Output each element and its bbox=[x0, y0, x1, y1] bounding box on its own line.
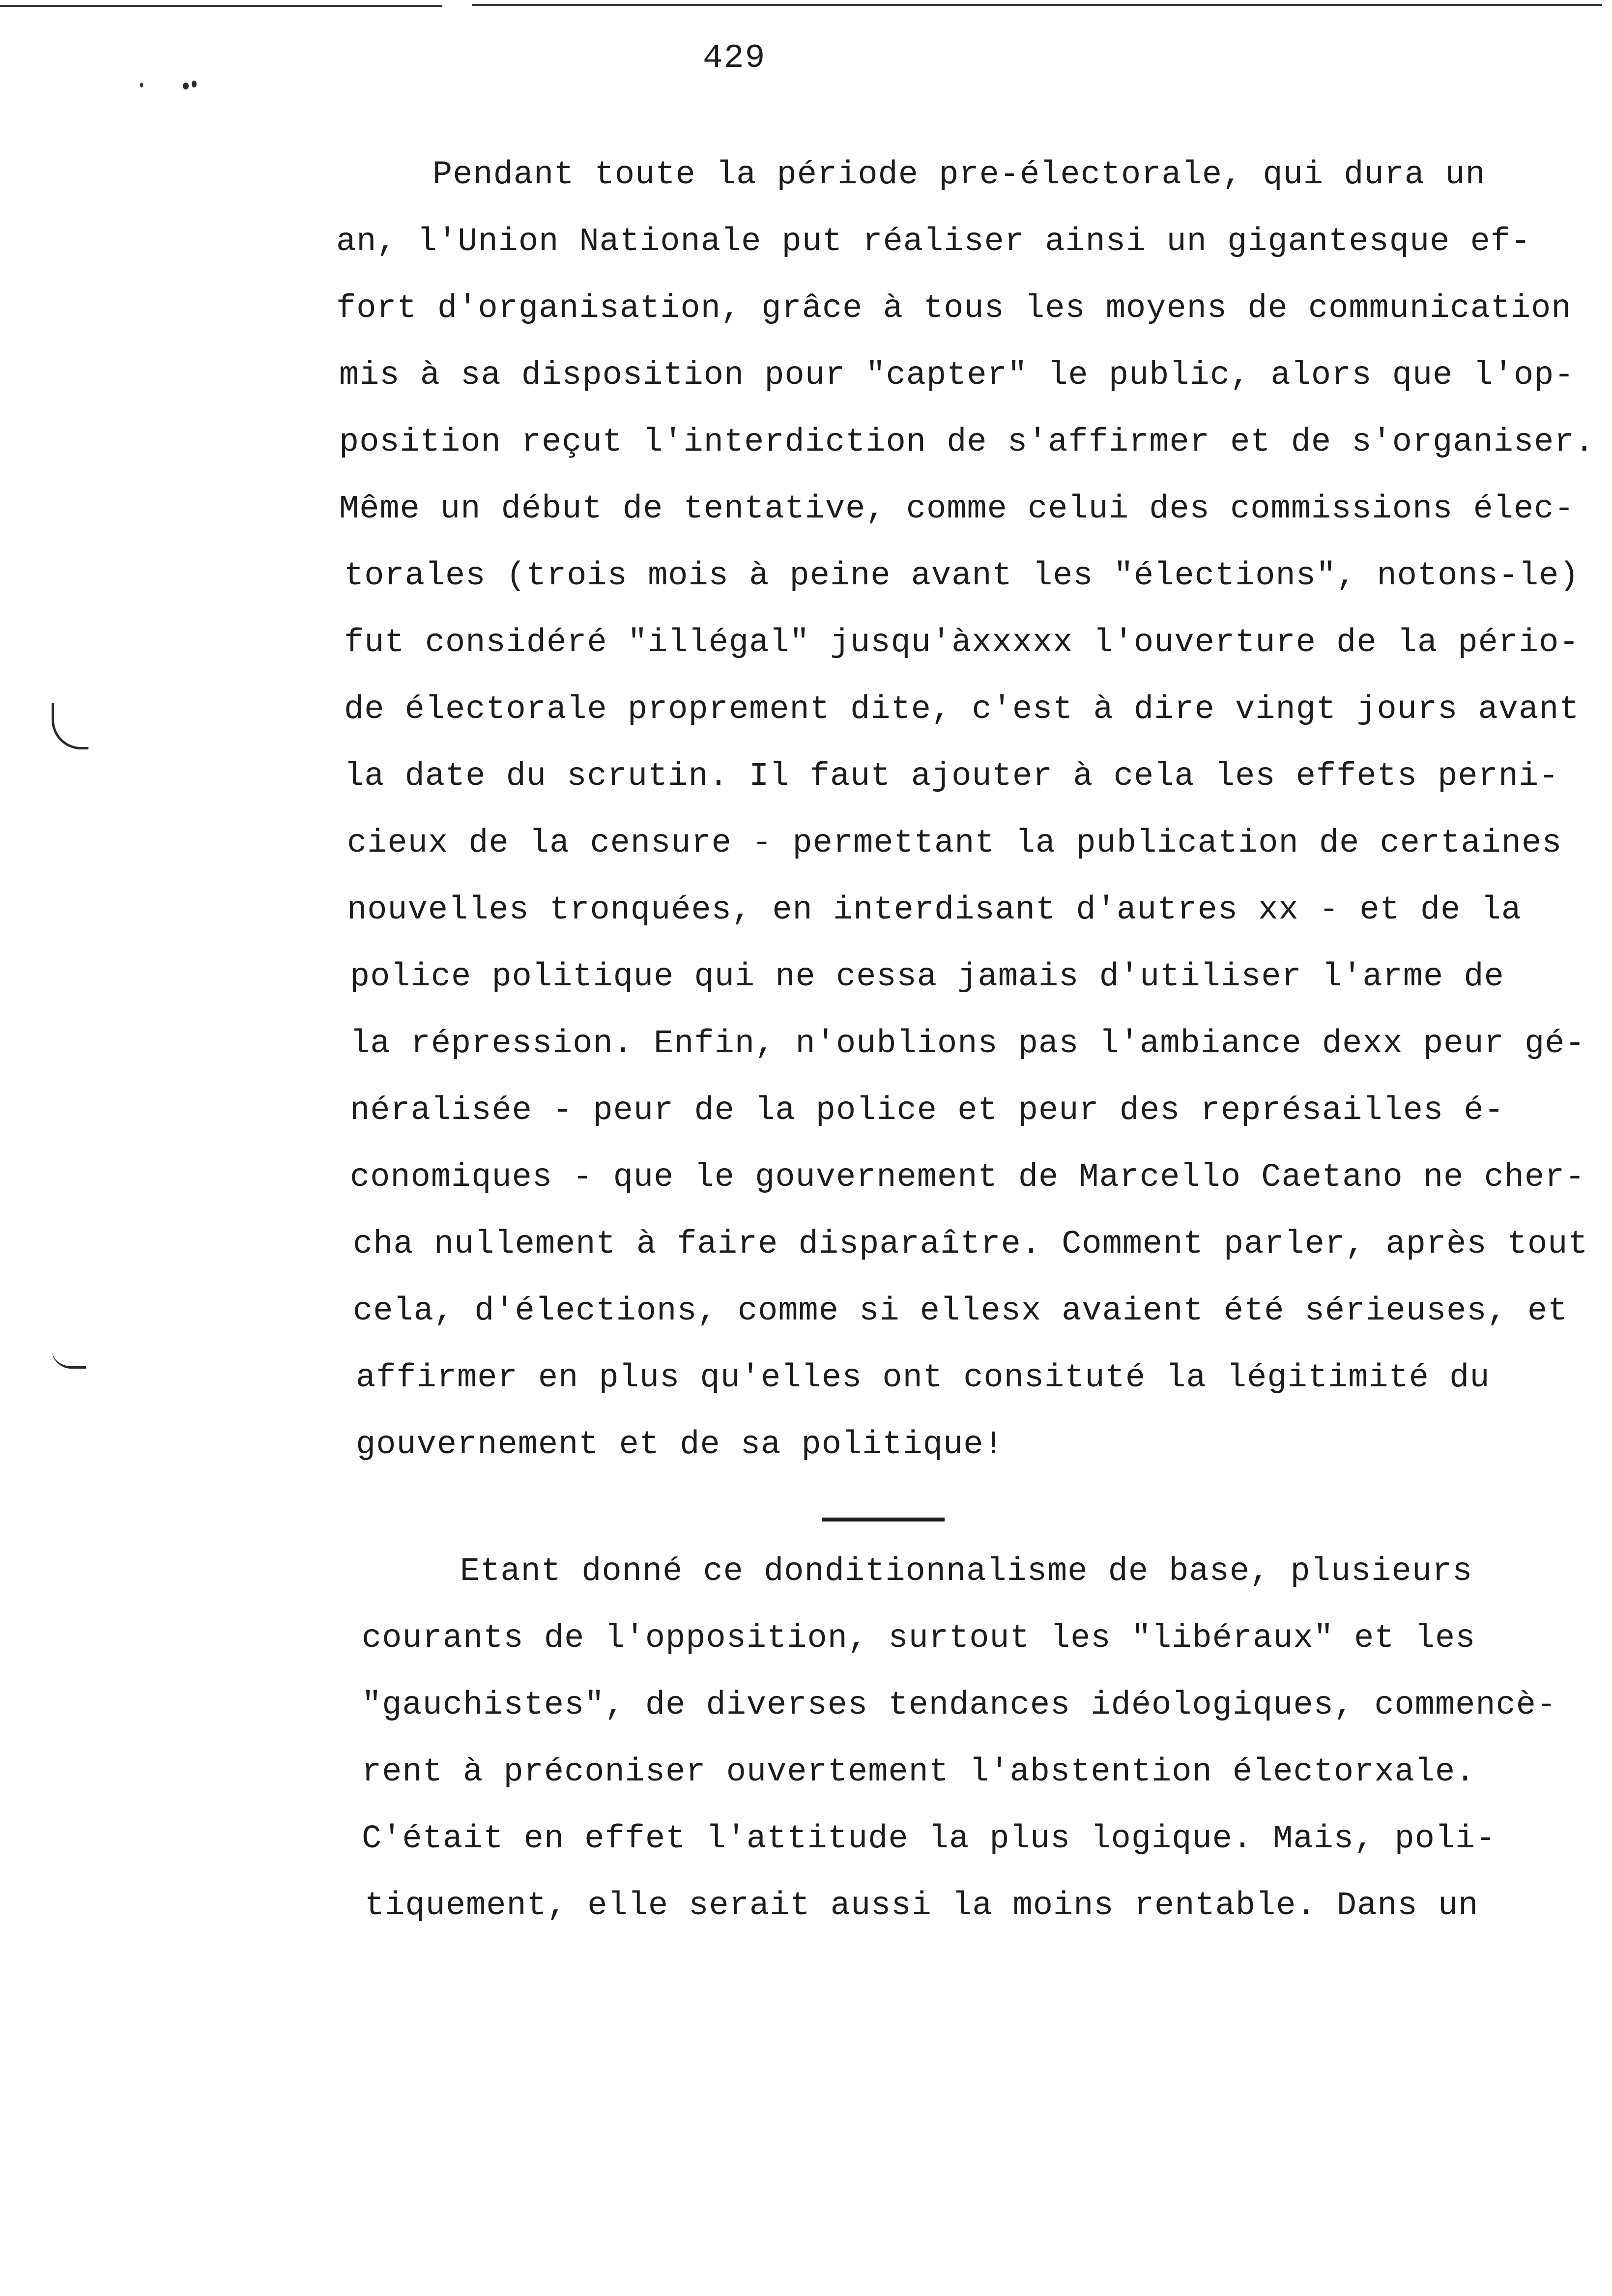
paragraph-1-line-14: la répression. Enfin, n'oublions pas l'ambiance dexx peur gé- bbox=[350, 1025, 1585, 1062]
paragraph-1-line-16: conomiques - que le gouvernement de Marcello Caetano ne cher- bbox=[350, 1159, 1585, 1196]
top-rule-right bbox=[472, 4, 1602, 6]
paragraph-1-line-12: nouvelles tronquées, en interdisant d'autres xx - et de la bbox=[347, 891, 1522, 929]
paragraph-1-line-11: cieux de la censure - permettant la publication de certaines bbox=[347, 825, 1562, 862]
paragraph-1-line-2: an, l'Union Nationale put réaliser ainsi un gigantesque ef- bbox=[336, 223, 1531, 260]
paragraph-2-line-3: "gauchistes", de diverses tendances idéologiques, commencè- bbox=[362, 1687, 1557, 1724]
paragraph-1-line-6: Même un début de tentative, comme celui des commissions élec- bbox=[339, 490, 1575, 528]
paragraph-1-line-10: la date du scrutin. Il faut ajouter à cela les effets perni- bbox=[344, 758, 1559, 795]
margin-bracket-top bbox=[52, 703, 88, 749]
paragraph-1-line-8: fut considéré "illégal" jusqu'àxxxxx l'ouverture de la pério- bbox=[344, 624, 1580, 661]
paragraph-1-line-19: affirmer en plus qu'elles ont consituté la légitimité du bbox=[356, 1359, 1490, 1397]
paragraph-1-line-7: torales (trois mois à peine avant les "élections", notons-le) bbox=[344, 557, 1580, 595]
paragraph-1-line-9: de électorale proprement dite, c'est à dire vingt jours avant bbox=[344, 691, 1580, 728]
paragraph-1-line-20: gouvernement et de sa politique! bbox=[356, 1426, 1004, 1464]
paragraph-1-line-13: police politique qui ne cessa jamais d'utiliser l'arme de bbox=[350, 958, 1504, 996]
paragraph-2-line-6: tiquement, elle serait aussi la moins rentable. Dans un bbox=[365, 1887, 1479, 1924]
section-separator bbox=[822, 1518, 945, 1521]
margin-bracket-bottom bbox=[52, 1337, 86, 1369]
paragraph-1-line-4: mis à sa disposition pour "capter" le public, alors que l'op- bbox=[339, 357, 1575, 394]
paragraph-1-line-1: Pendant toute la période pre-électorale, qui dura un bbox=[432, 156, 1486, 194]
paragraph-1-line-15: néralisée - peur de la police et peur des représailles é- bbox=[350, 1092, 1504, 1129]
paragraph-2-line-1: Etant donné ce donditionnalisme de base, plusieurs bbox=[460, 1553, 1473, 1590]
paragraph-2-line-5: C'était en effet l'attitude la plus logique. Mais, poli- bbox=[362, 1820, 1496, 1858]
margin-dot-small bbox=[140, 83, 143, 87]
paragraph-2-line-4: rent à préconiser ouvertement l'abstention électorxale. bbox=[362, 1753, 1476, 1791]
top-rule-left bbox=[0, 5, 442, 7]
margin-dot-right bbox=[192, 81, 197, 87]
paragraph-1-line-3: fort d'organisation, grâce à tous les moyens de communication bbox=[336, 290, 1572, 327]
paragraph-2-line-2: courants de l'opposition, surtout les "libéraux" et les bbox=[362, 1620, 1476, 1657]
paragraph-1-line-5: position reçut l'interdiction de s'affirmer et de s'organiser. bbox=[339, 424, 1595, 461]
page-number: 429 bbox=[703, 39, 766, 77]
paragraph-1-line-17: cha nullement à faire disparaître. Comment parler, après tout bbox=[353, 1226, 1588, 1263]
paragraph-1-line-18: cela, d'élections, comme si ellesx avaient été sérieuses, et bbox=[353, 1292, 1568, 1330]
margin-dot-left bbox=[183, 83, 189, 89]
